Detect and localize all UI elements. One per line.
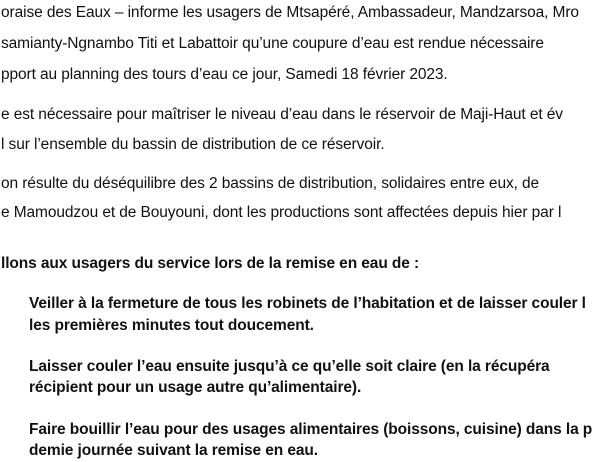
- para3-line-2: e Mamoudzou et de Bouyouni, dont les productions sont affectées depuis hier par l: [1, 204, 562, 221]
- advice-item-3-line-1: Faire bouillir l’eau pour des usages alimentaires (boissons, cuisine) dans la p: [29, 421, 592, 438]
- intro-line-2: samianty-Ngnambo Titi et Labattoir qu’une coupure d’eau est rendue nécessaire: [1, 35, 544, 52]
- advice-item-1-line-1: Veiller à la fermeture de tous les robinets de l’habitation et de laisser couler l: [29, 295, 586, 312]
- advice-item-2-line-1: Laisser couler l’eau ensuite jusqu’à ce qu’elle soit claire (en la récupéra: [29, 358, 550, 375]
- advice-item-1-line-2: les premières minutes tout doucement.: [29, 317, 314, 334]
- advice-heading: llons aux usagers du service lors de la remise en eau de :: [1, 255, 420, 272]
- para2-line-1: e est nécessaire pour maîtriser le niveau d’eau dans le réservoir de Maji-Haut et év: [1, 106, 563, 123]
- intro-line-1: oraise des Eaux – informe les usagers de Mtsapéré, Ambassadeur, Mandzarsoa, Mro: [1, 4, 579, 21]
- para2-line-2: l sur l’ensemble du bassin de distribution de ce réservoir.: [1, 136, 385, 153]
- intro-line-3: pport au planning des tours d’eau ce jour, Samedi 18 février 2023.: [1, 66, 448, 83]
- para3-line-1: on résulte du déséquilibre des 2 bassins de distribution, solidaires entre eux, de: [1, 175, 540, 192]
- advice-item-2-line-2: récipient pour un usage autre qu’alimentaire).: [29, 379, 362, 396]
- advice-item-3-line-2: demie journée suivant la remise en eau.: [29, 442, 318, 459]
